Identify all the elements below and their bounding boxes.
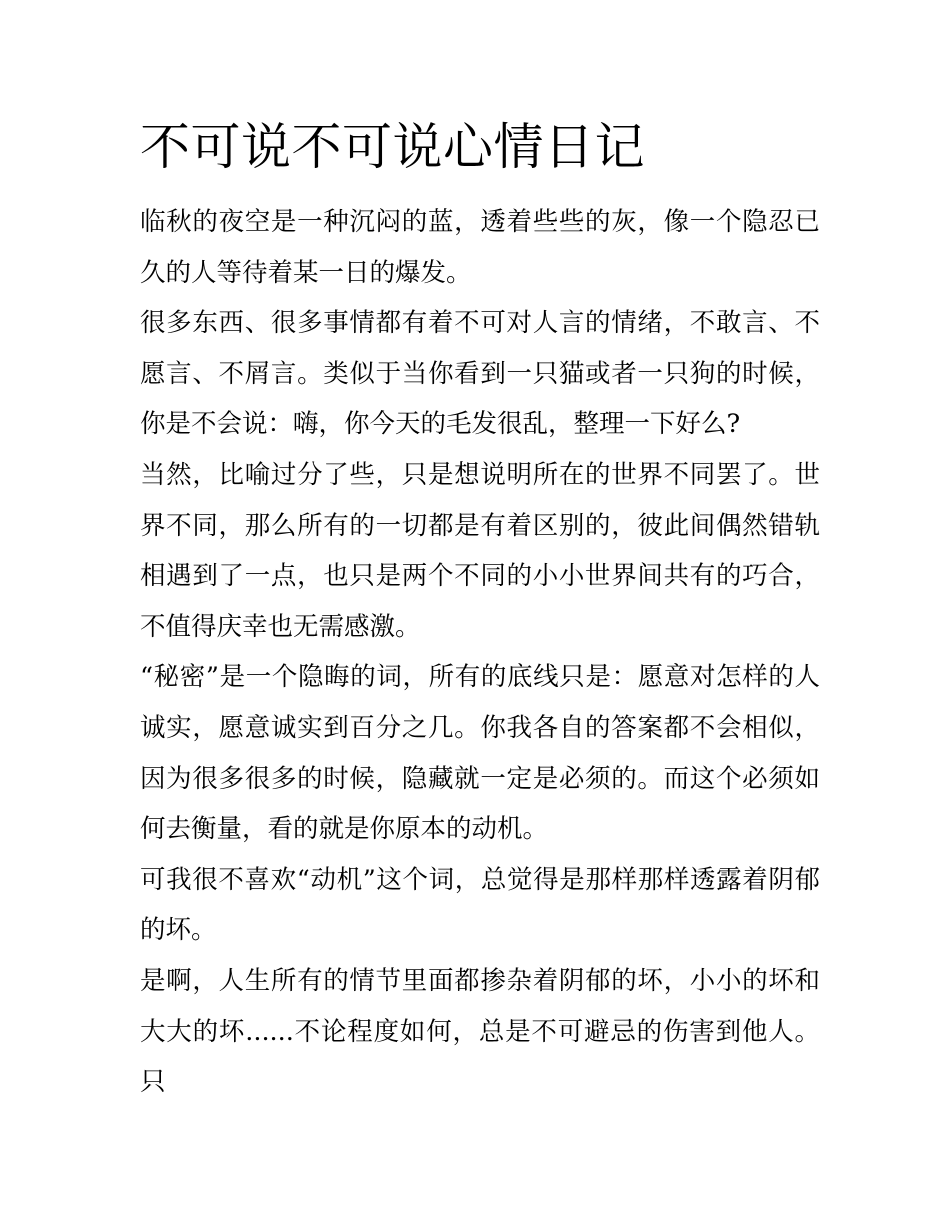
paragraph: 很多东西、很多事情都有着不可对人言的情绪，不敢言、不愿言、不屑言。类似于当你看到一只猫或者一只狗的时候，你是不会说：嗨，你今天的毛发很乱，整理一下好么? — [140, 308, 820, 440]
paragraph: 当然，比喻过分了些，只是想说明所在的世界不同罢了。世界不同，那么所有的一切都是有着区别的，彼此间偶然错轨相遇到了一点，也只是两个不同的小小世界间共有的巧合，不值得庆幸也无需感激。 — [140, 459, 820, 642]
paragraph: 是啊，人生所有的情节里面都掺杂着阴郁的坏，小小的坏和大大的坏......不论程度如何，总是不可避忌的伤害到他人。 只 — [140, 965, 820, 1098]
paragraph: 可我很不喜欢“动机”这个词，总觉得是那样那样透露着阴郁的坏。 — [140, 864, 820, 946]
paragraph: “秘密”是一个隐晦的词，所有的底线只是：愿意对怎样的人诚实，愿意诚实到百分之几。你我各自的答案都不会相似，因为很多很多的时候，隐藏就一定是必须的。而这个必须如何去衡量，看的就是你原本的动机。 — [140, 662, 820, 845]
document-title: 不可说不可说心情日记 — [140, 118, 645, 176]
document-body — [140, 197, 820, 1108]
paragraph: 临秋的夜空是一种沉闷的蓝，透着些些的灰，像一个隐忍已久的人等待着某一日的爆发。 — [140, 207, 820, 288]
